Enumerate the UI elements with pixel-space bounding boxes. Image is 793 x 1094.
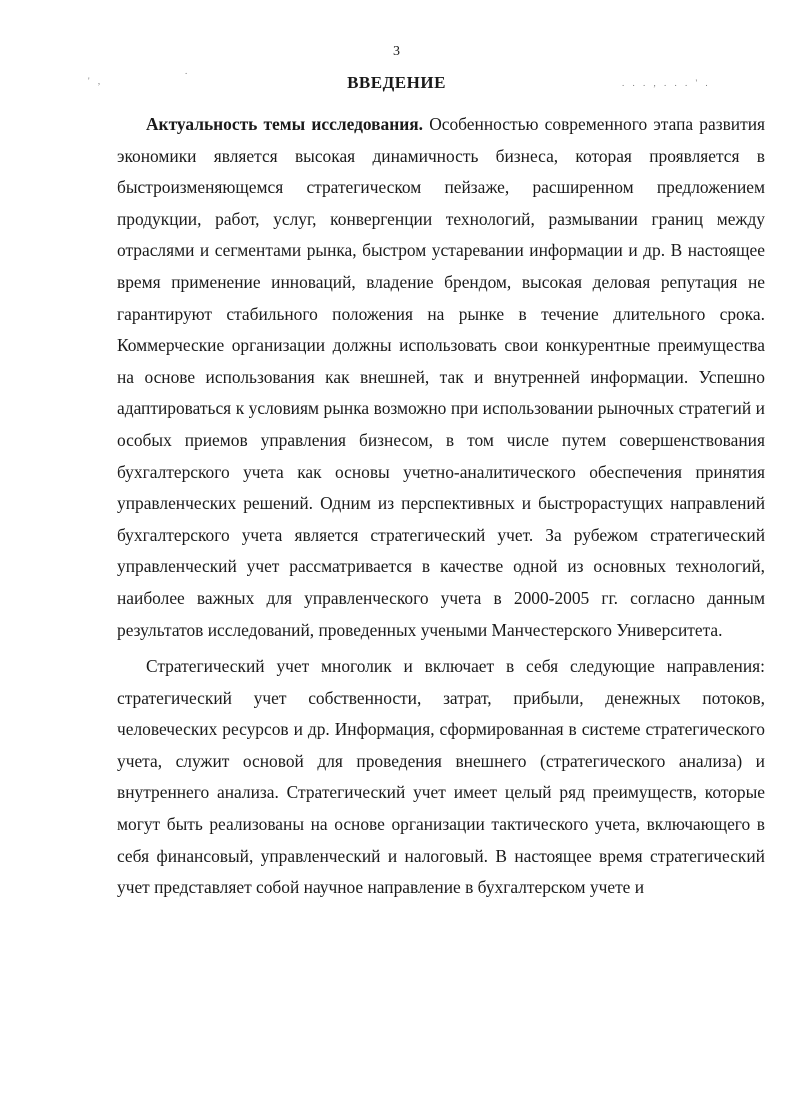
section-title: ВВЕДЕНИЕ [347,73,446,92]
paragraph-text: Особенностью современного этапа развития экономики является высокая динамичность бизнеса, которая проявляется в быстроизменяющемся стратегическом пейзаже, расширенном предложением продукции, работ, услуг, конвергенции технологий, размывании границ между отраслями и сегментами рынка, быстром устаревании информации и др. В настоящее время применение инноваций, владение брендом, высокая деловая репутация не гарантируют стабильного положения на рынке в течение длительного срока. Коммерческие организации должны использовать свои конкурентные преимущества на основе использования как внешней, так и внутренней информации. Успешно адаптироваться к условиям рынка возможно при использовании рыночных стратегий и особых приемов управления бизнесом, в том числе путем совершенствования бухгалтерского учета как основы учетно-аналитического обеспечения принятия управленческих решений. Одним из перспективных и быстрорастущих направлений бухгалтерского учета является стратегический учет. За рубежом стратегический управленческий учет рассматривается в качестве одной из основных технологий, наиболее важных для управленческого учета в 2000-2005 гг. согласно данным результатов исследований, проведенных учеными Манчестерского Университета. [117,114,766,640]
scan-artifact: . . . , . . . ' . [622,78,711,88]
body-text [117,109,765,904]
paragraph-1 [117,109,765,646]
paragraph-text: Стратегический учет многолик и включает в себя следующие направления: стратегический учет собственности, затрат, прибыли, денежных потоков, человеческих ресурсов и др. Информация, сформированная в системе стратегического учета, служит основой для проведения внешнего (стратегического анализа) и внутреннего анализа. Стратегический учет имеет целый ряд преимуществ, которые могут быть реализованы на основе организации тактического учета, включающего в себя финансовый, управленческий и налоговый. В настоящее время стратегический учет представляет собой научное направление в бухгалтерском учете и [117,656,765,898]
paragraph-lead: Актуальность темы исследования. [146,114,424,134]
scan-artifact: ' , [88,76,104,86]
paragraph-2 [117,651,765,904]
scan-artifact: . [185,66,191,76]
page-number: 3 [393,44,400,59]
